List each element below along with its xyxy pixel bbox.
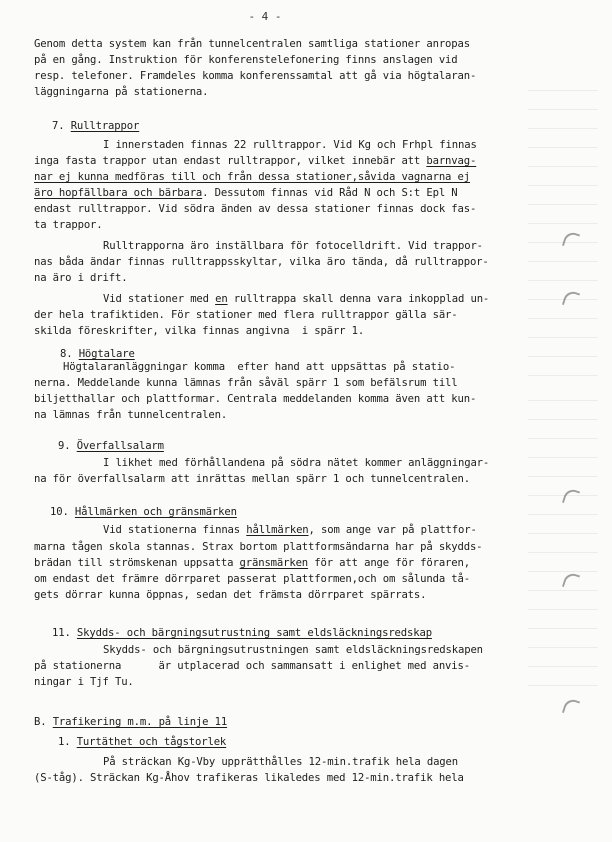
underlined-text: Rulltrappor <box>70 120 140 132</box>
text-segment: na lämnas från tunnelcentralen. <box>34 409 228 421</box>
text-line <box>34 325 364 338</box>
text-segment: för att ange för föraren, <box>308 557 470 569</box>
text-line <box>34 377 458 390</box>
text-line <box>34 86 208 99</box>
text-line <box>34 409 227 422</box>
text-line <box>103 524 477 537</box>
text-segment: biljetthallar och plattformar. Centrala meddelanden komma även att kun- <box>34 393 477 405</box>
text-segment: 1. <box>58 736 77 748</box>
text-segment: 7. <box>52 120 71 132</box>
text-line <box>34 393 476 406</box>
text-segment: om endast det främre dörrparet passerat plattformen,och om sålunda tå- <box>34 573 470 585</box>
text-segment: på stationerna är utplacerad och sammansatt i enlighet med anvis- <box>34 660 470 672</box>
margin-pencil-mark <box>562 697 580 717</box>
text-segment: resp. telefoner. Framdeles komma konferenssamtal att gå via högtalaran- <box>34 70 477 82</box>
text-segment: brädan till strömskenan uppsatta <box>34 557 240 569</box>
text-segment: Högtalaranläggningar komma efter hand att uppsättas på statio- <box>63 361 456 373</box>
text-line <box>103 293 489 306</box>
text-line <box>34 589 426 602</box>
text-segment: ta trappor. <box>34 219 103 231</box>
text-segment: läggningarna på stationerna. <box>34 86 209 98</box>
text-line <box>34 203 476 216</box>
text-segment: nas båda ändar finnas rulltrappsskyltar, vilka äro tända, då rulltrappor- <box>34 256 489 268</box>
text-segment: na äro i drift. <box>34 272 128 284</box>
text-segment: nerna. Meddelande kunna lämnas från såväl spärr 1 som befälsrum till <box>34 377 458 389</box>
text-segment: rulltrappa skall denna vara inkopplad un- <box>227 293 490 305</box>
underlined-text: äro hopfällbara och bärbara <box>34 187 203 199</box>
text-segment: ningar i Tjf Tu. <box>34 676 134 688</box>
underlined-text: en <box>215 293 228 305</box>
text-segment: inga fasta trappor utan endast rulltrappor, vilket innebär att <box>34 155 427 167</box>
page-number: - 4 - <box>248 10 282 23</box>
text-segment: Genom detta system kan från tunnelcentralen samtliga stationer anropas <box>34 38 470 50</box>
text-line <box>103 457 489 470</box>
text-segment: Skydds- och bärgningsutrustningen samt eldsläckningsredskapen <box>103 644 483 656</box>
text-line <box>103 756 458 769</box>
text-line <box>34 219 103 232</box>
text-segment: 8. <box>60 348 79 360</box>
text-line <box>34 256 489 269</box>
underlined-text: Turtäthet och tågstorlek <box>76 736 227 748</box>
text-line <box>34 473 470 486</box>
text-segment: der hela trafiktiden. För stationer med flera rulltrappor gälla sär- <box>34 309 458 321</box>
text-line <box>103 644 483 657</box>
text-line <box>58 736 226 749</box>
text-segment: 11. <box>52 627 77 639</box>
text-segment: skilda föreskrifter, vilka finnas angivna i spärr 1. <box>34 325 365 337</box>
text-segment: Vid stationerna finnas <box>103 524 247 536</box>
text-segment: . Dessutom finnas vid Råd N och S:t Epl N <box>202 187 458 199</box>
underlined-text: Överfallsalarm <box>76 440 164 452</box>
text-line <box>34 54 458 67</box>
text-segment: 10. <box>50 506 75 518</box>
text-segment: Rulltrapporna äro inställbara för fotocelldrift. Vid trappor- <box>103 240 483 252</box>
text-line <box>34 70 476 83</box>
underlined-text: Trafikering m.m. på linje 11 <box>52 716 228 728</box>
text-segment: , som ange var på plattfor- <box>308 524 477 536</box>
underlined-text: Hållmärken och gränsmärken <box>74 506 237 518</box>
text-line <box>34 38 470 51</box>
text-line <box>34 676 134 689</box>
text-segment: 9. <box>58 440 77 452</box>
text-line <box>50 506 237 519</box>
text-line <box>103 240 483 253</box>
text-line <box>34 171 470 184</box>
text-line <box>34 772 464 785</box>
text-line <box>52 627 432 640</box>
text-line <box>34 272 127 285</box>
text-line <box>58 440 164 453</box>
text-segment: på en gång. Instruktion för konferenstelefonering finns anslagen vid <box>34 54 458 66</box>
text-segment: I likhet med förhållandena på södra nätet kommer anläggningar- <box>103 457 490 469</box>
text-segment: På sträckan Kg-Vby upprätthålles 12-min.trafik hela dagen <box>103 756 458 768</box>
underlined-text: Högtalare <box>78 348 135 360</box>
text-segment: marna tågen skola stannas. Strax bortom plattformsändarna har på skydds- <box>34 541 483 553</box>
text-segment: endast rulltrappor. Vid södra änden av dessa stationer finnas dock fas- <box>34 203 477 215</box>
text-line <box>60 348 135 361</box>
underlined-text: hållmärken <box>246 524 309 536</box>
text-segment: gets dörrar kunna öppnas, sedan det främsta dörrparet spärrats. <box>34 589 427 601</box>
text-segment: Vid stationer med <box>103 293 216 305</box>
underlined-text: nar ej kunna medföras till och från dessa stationer,såvida vagnarna ej <box>34 171 470 183</box>
text-line <box>34 557 470 570</box>
text-line <box>34 716 227 729</box>
underlined-text: Skydds- och bärgningsutrustning samt eldsläckningsredskap <box>76 627 432 639</box>
text-segment: na för överfallsalarm att inrättas mellan spärr 1 och tunnelcentralen. <box>34 473 470 485</box>
text-segment: B. <box>34 716 53 728</box>
text-line <box>34 541 482 554</box>
text-line <box>34 660 470 673</box>
text-line <box>34 573 470 586</box>
underlined-text: gränsmärken <box>239 557 309 569</box>
text-line <box>103 139 477 152</box>
text-line <box>34 309 458 322</box>
text-line <box>34 155 476 168</box>
underlined-text: barnvag- <box>426 155 477 167</box>
text-line <box>52 120 139 133</box>
text-line <box>63 361 455 374</box>
text-segment: (S-tåg). Sträckan Kg-Åhov trafikeras likaledes med 12-min.trafik hela <box>34 772 464 784</box>
text-segment: I innerstaden finnas 22 rulltrappor. Vid Kg och Frhpl finnas <box>103 139 477 151</box>
text-line <box>34 187 458 200</box>
bleed-through-shadow <box>528 400 598 700</box>
